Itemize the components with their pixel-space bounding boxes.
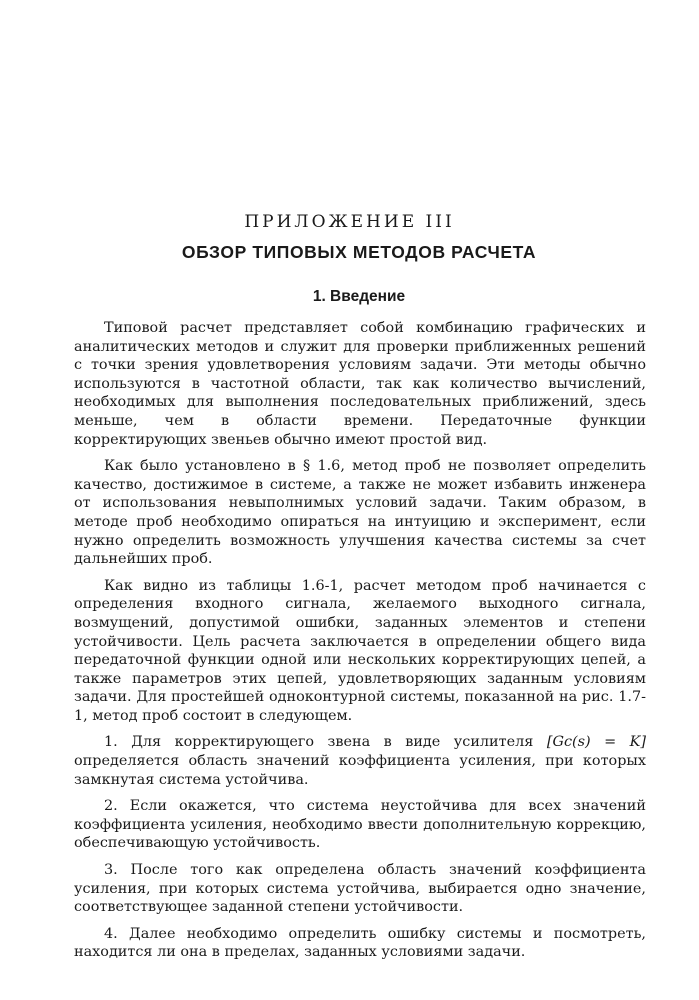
amplifier-formula: [Gc(s) = K]	[546, 734, 646, 751]
paragraph-intro: Типовой расчет представляет собой комбинацию графических и аналитических методов и служит для проверки приближенных решений с точки зрения удовлетворения условиям задачи. Эти методы обычно используются в частотной области, так как количество вычислений, необходимых для выполнения последовательных приближений, здесь меньше, чем в области времени. Передаточные функции корректирующих звеньев обычно имеют простой вид.	[74, 320, 646, 448]
page-title: ОБЗОР ТИПОВЫХ МЕТОДОВ РАСЧЕТА	[181, 242, 537, 262]
step-4: 4. Далее необходимо определить ошибку системы и посмотреть, находится ли она в пределах, заданных условиями задачи.	[74, 925, 646, 961]
body-text	[74, 319, 646, 970]
section-heading: 1. Введение	[312, 288, 406, 305]
step-1-text-end: определяется область значений коэффициента усиления, при которых замкнутая система устойчива.	[74, 753, 646, 788]
paragraph-trial-method: Как было установлено в § 1.6, метод проб не позволяет определить качество, достижимое в системе, а также не может избавить инженера от использования невыполнимых условий задачи. Таким образом, в методе проб необходимо опираться на интуицию и эксперимент, если нужно определить возможность улучшения качества системы за счет дальнейших проб.	[74, 458, 646, 568]
step-2: 2. Если окажется, что система неустойчива для всех значений коэффициента усиления, необходимо ввести дополнительную коррекцию, обеспечивающую устойчивость.	[74, 798, 646, 852]
appendix-label: ПРИЛОЖЕНИЕ III	[244, 212, 455, 232]
step-3: 3. После того как определена область значений коэффициента усиления, при которых система устойчива, выбирается одно значение, соответствующее заданной степени устойчивости.	[74, 862, 646, 916]
paragraph-table-reference: Как видно из таблицы 1.6-1, расчет методом проб начинается с определения входного сигнала, желаемого выходного сигнала, возмущений, допустимой ошибки, заданных элементов и степени устойчивости. Цель расчета заключается в определении общего вида передаточной функции одной или нескольких корректирующих цепей, а также параметров этих цепей, удовлетворяющих заданным условиям задачи. Для простейшей одноконтурной системы, показанной на рис. 1.7-1, метод проб состоит в следующем.	[74, 577, 646, 724]
step-1-text-start: 1. Для корректирующего звена в виде усилителя	[104, 734, 547, 751]
step-1	[74, 733, 646, 789]
